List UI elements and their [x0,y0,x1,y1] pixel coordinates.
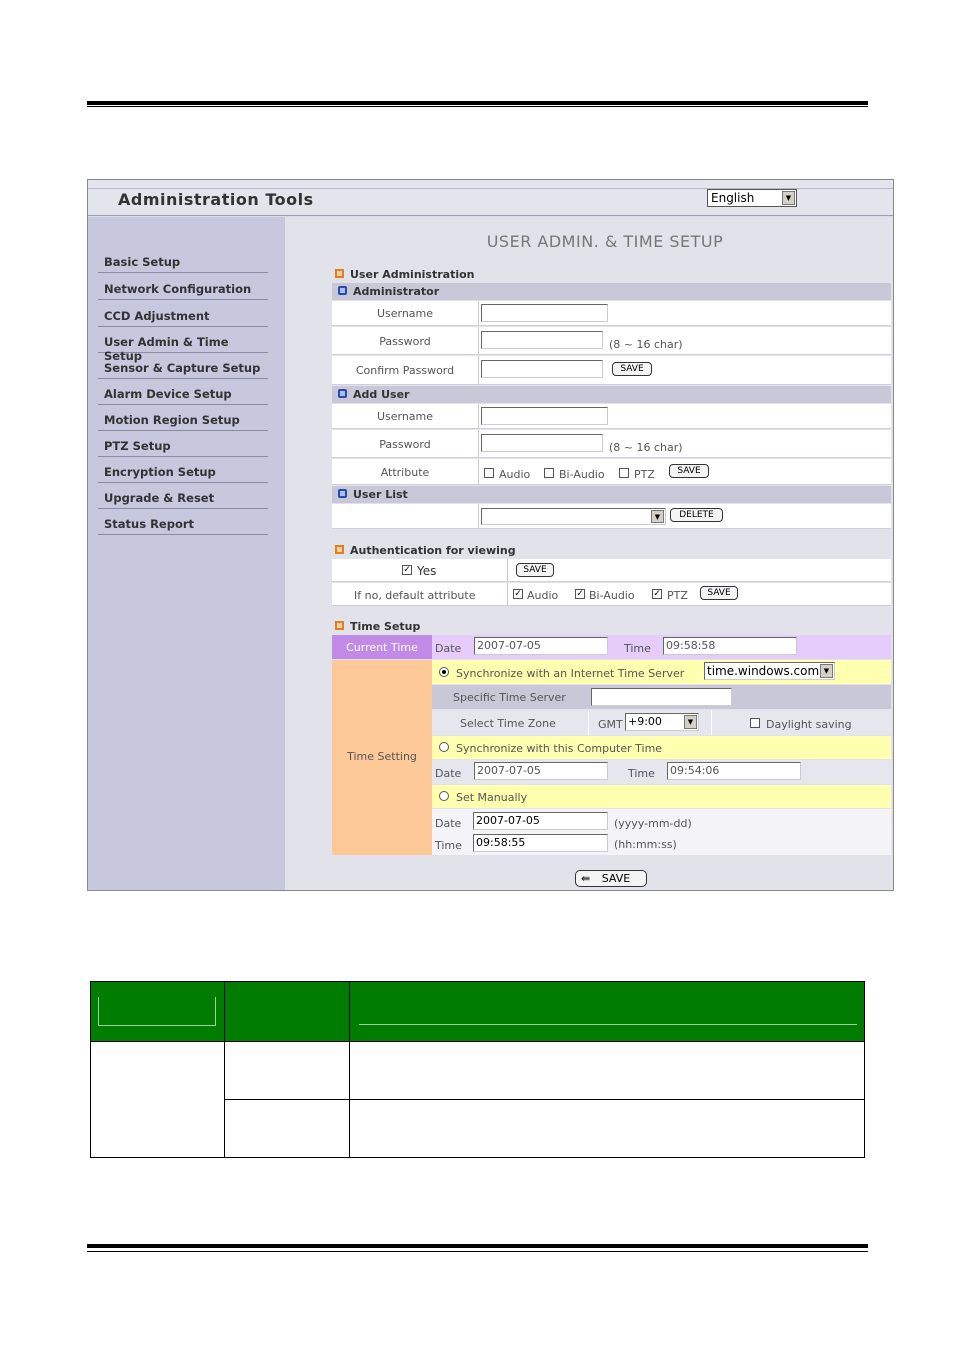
daylight-saving-checkbox[interactable] [750,718,760,728]
chevron-down-icon: ▼ [820,664,833,678]
sidebar-item-ccd[interactable]: CCD Adjustment [98,301,268,327]
manual-time-label: Time [435,839,462,852]
chevron-down-icon: ▼ [782,191,795,205]
set-manually-label: Set Manually [456,791,528,804]
sidebar-item-basic-setup[interactable]: Basic Setup [98,247,268,273]
add-password-input[interactable] [481,434,603,452]
sidebar-item-motion[interactable]: Motion Region Setup [98,405,268,431]
time-save-label: SAVE [601,872,631,885]
top-rule [87,101,868,107]
specific-server-input[interactable] [591,688,732,706]
sidebar-item-user-admin[interactable]: User Admin & Time Setup [98,327,268,353]
audio-label: Audio [499,468,531,481]
admin-confirm-label: Confirm Password [355,364,455,377]
time-setup-heading: Time Setup [333,620,420,633]
admin-confirm-row [332,356,891,385]
header-cell-inner [98,997,216,1026]
computer-time-row [432,760,891,784]
user-list-header: User List [332,486,891,503]
manual-date-input[interactable]: 2007-07-05 [473,812,608,830]
header-cell [225,982,350,1042]
section-bullet-icon [335,269,344,278]
bottom-rule [87,1244,868,1252]
row-divider [225,1099,864,1100]
delete-user-button[interactable]: DELETE [670,508,723,522]
add-username-label: Username [376,410,434,423]
admin-screenshot [87,179,894,891]
header-cell [91,982,225,1042]
page-title: USER ADMIN. & TIME SETUP [486,232,724,251]
admin-confirm-input[interactable] [481,360,603,378]
divider [478,504,479,529]
section-bullet-icon [335,621,344,630]
divider [478,327,479,355]
auth-yes-checkbox[interactable]: ✓ [403,565,411,575]
user-list-row [332,504,891,529]
add-username-input[interactable] [481,407,608,425]
section-bullet-icon [335,545,344,554]
sync-internet-row [432,660,891,684]
sync-computer-label: Synchronize with this Computer Time [456,742,663,755]
sidebar-item-sensor[interactable]: Sensor & Capture Setup [98,353,268,379]
add-password-hint: (8 ~ 16 char) [609,441,683,454]
attribute-label: Attribute [380,466,430,479]
time-save-button[interactable] [575,870,647,887]
divider [588,710,589,735]
auth-default-row [332,583,891,606]
default-bi-audio-checkbox[interactable]: ✓ [576,589,584,599]
current-time-row [432,635,891,659]
subsection-bullet-icon [338,389,347,398]
time-server-select[interactable] [704,662,835,680]
header-divider [91,1041,864,1042]
admin-username-input[interactable] [481,304,608,322]
user-admin-heading: User Administration [333,268,475,281]
sidebar-item-ptz[interactable]: PTZ Setup [98,431,268,457]
sync-computer-row [432,736,891,759]
auth-default-label: If no, default attribute [354,589,476,602]
sidebar-item-status[interactable]: Status Report [98,509,268,535]
pc-time-label: Time [628,767,655,780]
admin-username-row [332,301,891,326]
pc-time-input[interactable]: 09:54:06 [667,762,801,780]
spec-table [90,981,865,1158]
default-bi-audio-label: Bi-Audio [589,589,635,602]
chevron-down-icon: ▼ [651,510,664,523]
main-panel [285,217,893,891]
divider [478,459,479,485]
time-format-hint: (hh:mm:ss) [614,838,677,851]
subsection-bullet-icon [338,489,347,498]
default-ptz-label: PTZ [667,589,688,602]
divider [478,301,479,326]
add-user-save-button[interactable]: SAVE [669,464,709,478]
divider [711,710,712,735]
manual-date-label: Date [435,817,462,830]
ptz-checkbox[interactable] [619,468,629,478]
auth-yes-label: Yes [417,564,437,578]
auth-default-save-button[interactable]: SAVE [700,586,738,600]
admin-password-label: Password [379,335,431,348]
gmt-select[interactable] [625,713,699,731]
time-server-value: time.windows.com [707,664,820,678]
user-list-select[interactable] [481,508,666,525]
chevron-down-icon: ▼ [684,715,697,729]
current-date-label: Date [435,642,462,655]
admin-save-button[interactable]: SAVE [612,362,652,376]
app-title: Administration Tools [118,190,314,209]
gmt-label: GMT [598,718,623,731]
manual-time-row [432,809,891,855]
pc-date-input[interactable]: 2007-07-05 [474,762,608,780]
table-cell [91,1042,225,1157]
administrator-header: Administrator [332,283,891,300]
divider [478,404,479,429]
sidebar-item-network[interactable]: Network Configuration [98,274,268,300]
set-manually-row [432,785,891,808]
auth-heading: Authentication for viewing [333,544,516,557]
current-time-input[interactable]: 09:58:58 [663,637,797,655]
sync-computer-radio[interactable] [439,742,449,752]
sync-internet-radio[interactable] [439,667,449,677]
language-value: English [711,191,755,205]
auth-yes-row [332,559,891,582]
admin-password-input[interactable] [481,331,603,349]
add-user-header: Add User [332,386,891,403]
table-header [91,982,864,1042]
add-password-label: Password [379,438,431,451]
auth-save-button[interactable]: SAVE [516,563,554,577]
bi-audio-checkbox[interactable] [544,468,554,478]
current-date-input[interactable]: 2007-07-05 [474,637,608,655]
pc-date-label: Date [435,767,462,780]
specific-server-row [432,685,891,709]
subsection-bullet-icon [338,286,347,295]
divider [478,430,479,458]
header-underline [359,1024,857,1025]
daylight-saving-label: Daylight saving [766,718,852,731]
bi-audio-label: Bi-Audio [559,468,605,481]
time-setting-label: Time Setting [347,750,417,763]
admin-password-hint: (8 ~ 16 char) [609,338,683,351]
current-time-field-label: Time [624,642,651,655]
default-audio-label: Audio [527,589,559,602]
attribute-row [332,459,891,485]
gmt-value: +9:00 [628,715,662,728]
sidebar-item-encryption[interactable]: Encryption Setup [98,457,268,483]
language-select[interactable] [707,189,797,207]
divider [478,356,479,385]
date-format-hint: (yyyy-mm-dd) [614,817,692,830]
admin-username-label: Username [376,307,434,320]
add-password-row [332,430,891,458]
set-manually-radio[interactable] [439,791,449,801]
default-audio-checkbox[interactable]: ✓ [514,589,522,599]
sync-internet-label: Synchronize with an Internet Time Server [456,667,685,680]
time-zone-row [432,710,891,735]
admin-password-row [332,327,891,355]
current-time-label-cell [332,635,432,659]
current-time-label: Current Time [346,641,418,654]
audio-checkbox[interactable] [484,468,494,478]
header-bar [88,180,893,216]
manual-time-input[interactable]: 09:58:55 [473,834,608,852]
sidebar [88,217,285,891]
sidebar-item-alarm[interactable]: Alarm Device Setup [98,379,268,405]
default-ptz-checkbox[interactable]: ✓ [653,589,661,599]
divider [507,559,508,582]
sidebar-item-upgrade[interactable]: Upgrade & Reset [98,483,268,509]
add-username-row [332,404,891,429]
ptz-label: PTZ [634,468,655,481]
time-zone-label: Select Time Zone [460,717,556,730]
specific-server-label: Specific Time Server [453,691,566,704]
time-setting-label-cell [332,660,432,855]
save-arrow-icon: ⇚ [581,872,591,885]
divider [507,583,508,606]
